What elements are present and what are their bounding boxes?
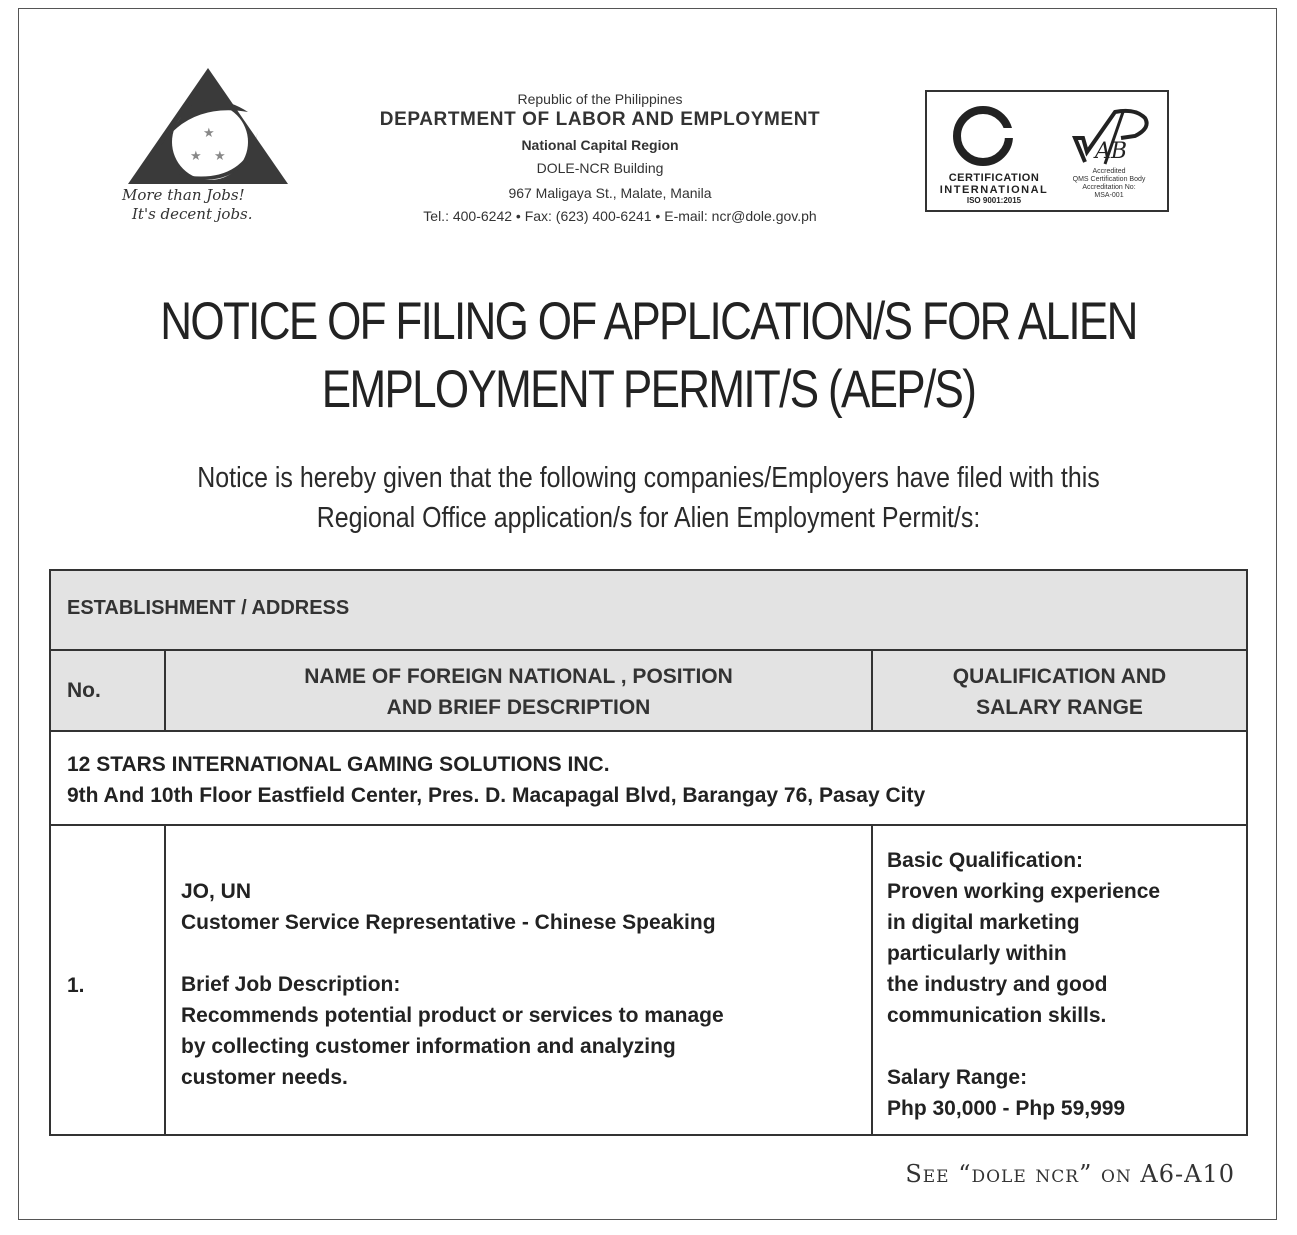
position: Customer Service Representative - Chinese Speaking: [181, 911, 716, 934]
entry-qualification: [887, 845, 1160, 1124]
tagline-line1: More than Jobs!: [122, 186, 245, 204]
foreign-national-name: JO, UN: [181, 880, 252, 903]
pab-line3: Accreditation No:: [1082, 184, 1136, 191]
company-row: [51, 732, 1246, 826]
pab-line2: QMS Certification Body: [1072, 176, 1146, 183]
column-header-qualification: [873, 661, 1246, 723]
spacer: [887, 1031, 1160, 1062]
column-header-name: [166, 661, 871, 723]
notice-intro: [142, 458, 1154, 538]
svg-text:★: ★: [190, 149, 202, 164]
svg-text:AB: AB: [1095, 139, 1128, 164]
company-info: [67, 749, 925, 811]
notice-title: [160, 288, 1137, 424]
qualification-line1: Proven working experience: [887, 880, 1161, 903]
street-address: 967 Maligaya St., Malate, Manila: [508, 185, 712, 201]
republic-label: Republic of the Philippines: [517, 91, 683, 107]
intro-line1: Notice is hereby given that the following companies/Employers have filed with this: [197, 462, 1100, 494]
company-address: 9th And 10th Floor Eastfield Center, Pres. D. Macapagal Blvd, Barangay 76, Pasay City: [67, 784, 926, 807]
pab-logo-icon: [1065, 104, 1157, 166]
spacer: [181, 938, 724, 969]
column-header-name-line2: AND BRIEF DESCRIPTION: [386, 696, 651, 719]
entry-details: [181, 876, 724, 1093]
agency-header: [300, 90, 900, 225]
title-line1: NOTICE OF FILING OF APPLICATION/S FOR ALIEN: [160, 292, 1137, 351]
establishment-header-row: [51, 571, 1246, 651]
building-name: DOLE-NCR Building: [536, 160, 664, 176]
cert-line2: INTERNATIONAL: [939, 184, 1049, 196]
page-reference: See “dole ncr” on A6-A10: [905, 1160, 1235, 1188]
table-row: [51, 826, 1246, 1134]
description-label: Brief Job Description:: [181, 973, 401, 996]
contact-info: Tel.: 400-6242 • Fax: (623) 400-6241 • E-mail: ncr@dole.gov.ph: [423, 208, 817, 224]
entry-number: 1.: [67, 974, 85, 997]
qualification-line5: communication skills.: [887, 1004, 1107, 1027]
qualification-line3: particularly within: [887, 942, 1067, 965]
description-line3: customer needs.: [181, 1066, 348, 1089]
description-line2: by collecting customer information and analyzing: [181, 1035, 676, 1058]
certification-box: [925, 90, 1169, 212]
svg-text:★: ★: [203, 126, 215, 141]
svg-text:★: ★: [214, 149, 226, 164]
region-name: National Capital Region: [521, 137, 679, 153]
column-header-name-line1: NAME OF FOREIGN NATIONAL , POSITION: [304, 665, 733, 688]
column-divider: [164, 826, 166, 1134]
column-header-qual-line1: QUALIFICATION AND: [952, 665, 1167, 688]
establishment-header: ESTABLISHMENT / ADDRESS: [67, 597, 350, 619]
description-line1: Recommends potential product or services to manage: [181, 1004, 724, 1027]
column-header-qual-line2: SALARY RANGE: [976, 696, 1143, 719]
department-name: DEPARTMENT OF LABOR AND EMPLOYMENT: [379, 109, 821, 130]
salary-label: Salary Range:: [887, 1066, 1028, 1089]
title-line2: EMPLOYMENT PERMIT/S (AEP/S): [321, 360, 976, 419]
pab-line4: MSA-001: [1094, 192, 1124, 199]
column-header-row: [51, 651, 1246, 732]
pab-text: [1055, 168, 1163, 200]
company-name: 12 STARS INTERNATIONAL GAMING SOLUTIONS INC.: [67, 753, 610, 776]
cert-line1: CERTIFICATION: [948, 172, 1040, 184]
column-header-no: No.: [67, 679, 101, 702]
intro-line2: Regional Office application/s for Alien Employment Permit/s:: [316, 502, 981, 534]
logo-tagline: [122, 186, 302, 224]
column-divider: [871, 826, 873, 1134]
salary-value: Php 30,000 - Php 59,999: [887, 1097, 1126, 1120]
tagline-line2: It's decent jobs.: [132, 205, 253, 223]
cert-line3: ISO 9001:2015: [966, 196, 1022, 205]
qualification-label: Basic Qualification:: [887, 849, 1084, 872]
certification-text: [933, 172, 1055, 206]
pab-line1: Accredited: [1092, 168, 1126, 175]
certification-ring-icon: [951, 104, 1015, 168]
qualification-line2: in digital marketing: [887, 911, 1080, 934]
aep-table: [49, 569, 1248, 1136]
qualification-line4: the industry and good: [887, 973, 1108, 996]
